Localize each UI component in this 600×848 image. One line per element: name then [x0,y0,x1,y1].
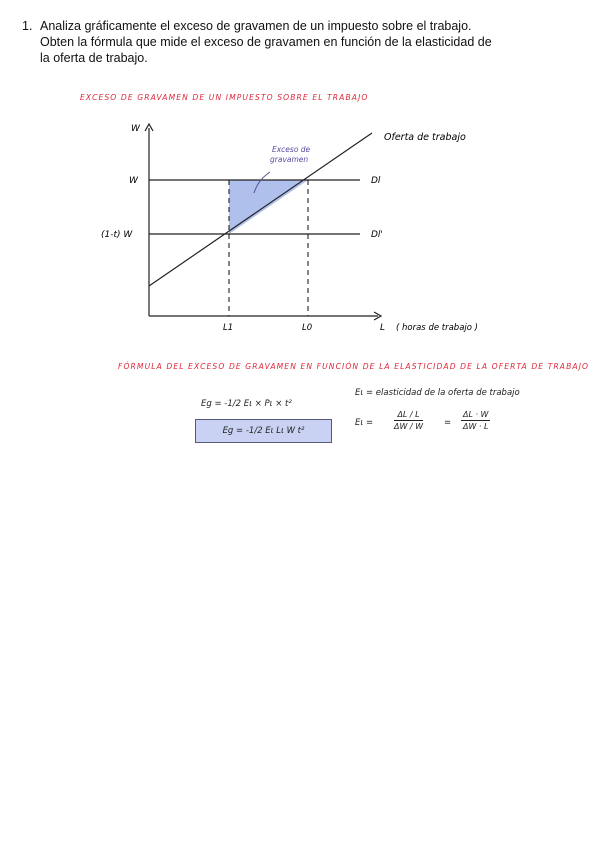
x-axis-note: ( horas de trabajo ) [396,323,478,333]
w-net-label: (1-t) W [101,230,133,240]
question-line-3: la oferta de trabajo. [40,51,148,65]
eg-formula: Eg = -1/2 Eι × Pι × t² [201,399,292,409]
x-axis-label: L [380,323,386,333]
fraction-2-numerator: ΔL · W [463,410,489,419]
question-number: 1. [22,19,33,33]
equals-sign: = [444,418,452,428]
l0-label: L0 [302,323,313,333]
graph-title: EXCESO DE GRAVAMEN DE UN IMPUESTO SOBRE EL TRABAJO [80,93,369,102]
supply-line [149,133,372,286]
fraction-1 [394,410,423,431]
elasticity-definition: Eι = elasticidad de la oferta de trabajo [355,388,520,398]
fraction-1-denominator: ΔW / W [394,422,424,431]
demand-label: Dl [371,176,381,186]
fraction-2-denominator: ΔW · L [463,422,489,431]
fraction-2 [461,410,490,431]
question-line-1: Analiza gráficamente el exceso de gravamen de un impuesto sobre el trabajo. [40,19,472,33]
fraction-1-numerator: ΔL / L [394,410,423,421]
formula-title: FÓRMULA DEL EXCESO DE GRAVAMEN EN FUNCIÓN DE LA ELASTICIDAD DE LA OFERTA DE TRABAJO [118,362,590,371]
supply-label: Oferta de trabajo [384,132,466,143]
eg-boxed-formula: Eg = -1/2 Eι Lι W t² [195,419,332,443]
demand-prime-label: Dl' [371,230,383,240]
excess-burden-area [229,180,308,234]
y-axis-label: W [131,124,140,134]
l1-label: L1 [223,323,234,333]
question-line-2: Obten la fórmula que mide el exceso de gravamen en función de la elasticidad de [40,35,492,49]
annotation-text: Exceso de gravamen [270,145,311,164]
w-label: W [129,176,138,186]
el-symbol: Eι = [355,418,374,428]
